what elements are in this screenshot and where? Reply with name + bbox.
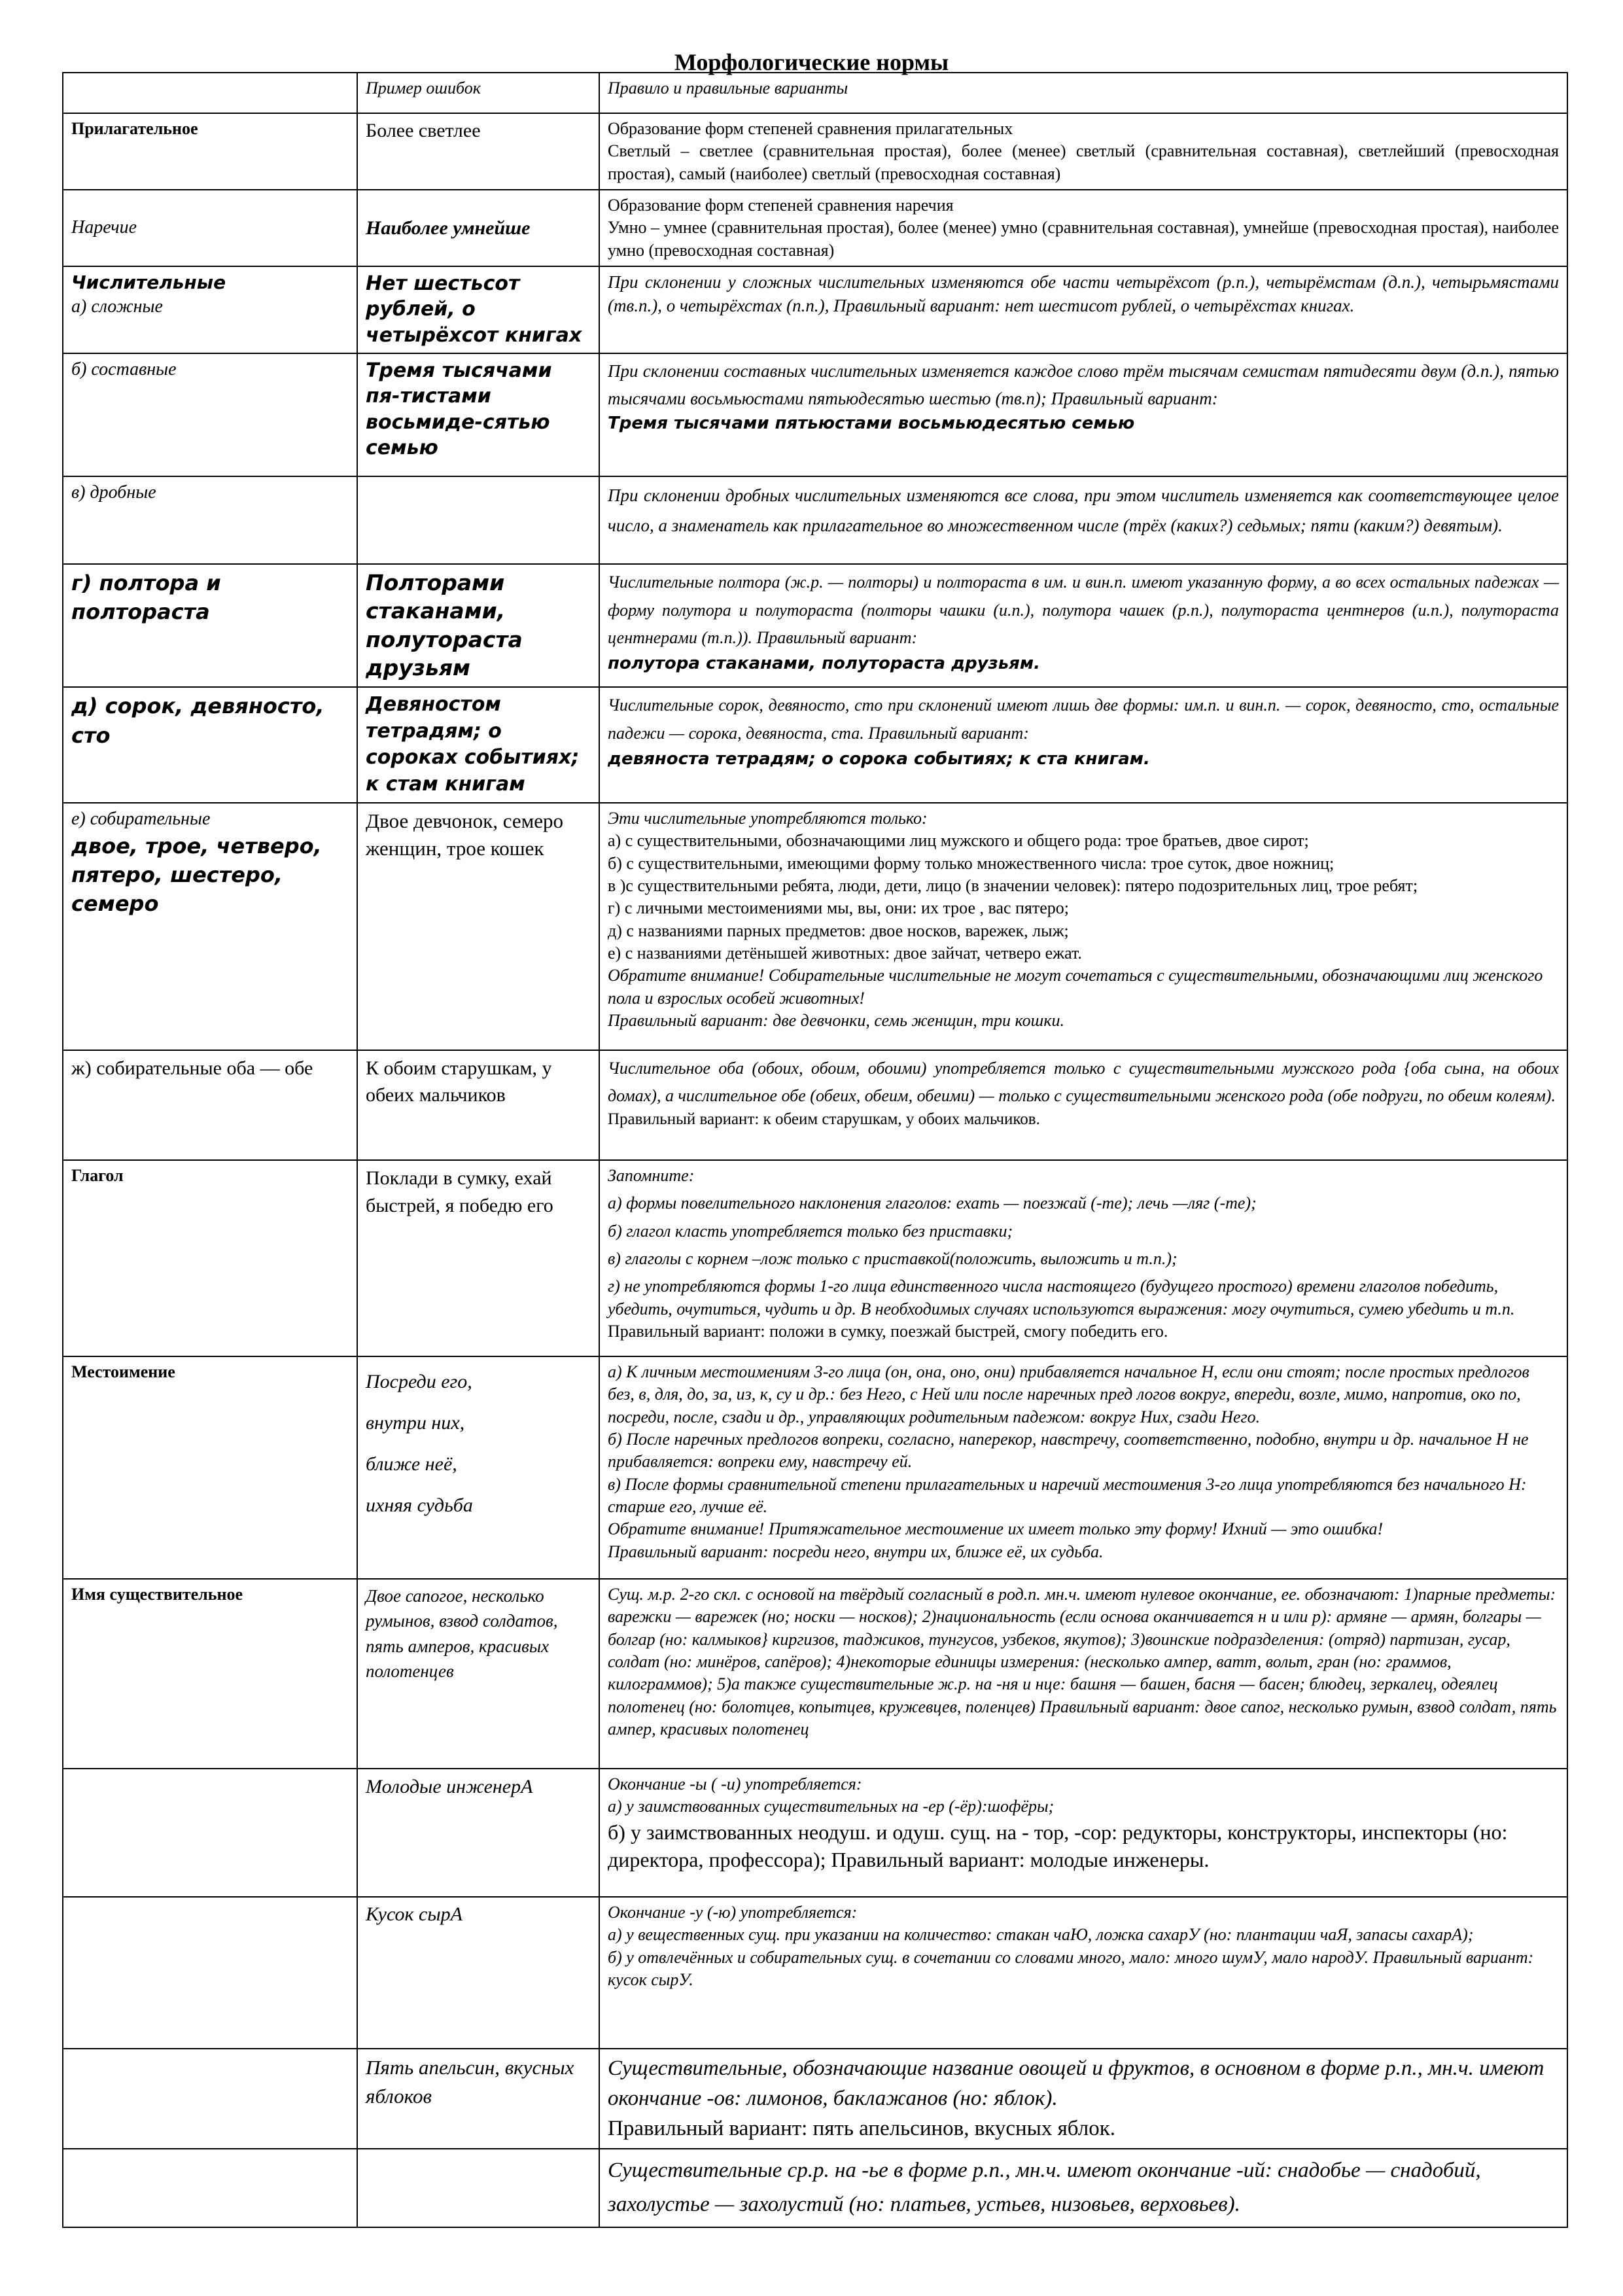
example-cell: Более светлее: [357, 113, 599, 190]
example-cell: Двое сапогое, несколько румынов, взвод солдатов, пять амперов, красивых полотенцев: [357, 1579, 599, 1769]
term-subheading: двое, трое, четверо, пятеро, шестеро, семеро: [71, 833, 322, 917]
rule-cell: [599, 2149, 1567, 2227]
table-row-numeral-compound: [63, 266, 1567, 353]
morphology-norms-table: [62, 72, 1568, 2228]
table-header-row: [63, 73, 1567, 113]
table-row-numeral-fraction: [63, 476, 1567, 564]
term-cell: г) полтора и полтораста: [63, 564, 357, 687]
rule-note: Обратите внимание! Собирательные числительные не могут сочетаться с существительными, обозначающими лиц женского пола и взрослых особей животных!: [608, 966, 1543, 1008]
correct-variant: Правильный вариант: к обеим старушкам, у обоих мальчиков.: [608, 1110, 1040, 1129]
term-cell: Местоимение: [63, 1356, 357, 1579]
term-cell: Имя существительное: [63, 1579, 357, 1769]
rule-item: а) К личным местоимениям 3-го лица (он, она, оно, они) прибавляется начальное Н, если они стоят; после простых предлогов без, в, для, до, за, из, к, су и др.: без Него, с Ней или после наречных пред логов вокруг, впереди, возле, мимо, напротив, око по, посреди, после, сзади и др., управляющих родительным падежом: вокруг Них, сзади Него.: [608, 1362, 1529, 1426]
correct-variant: девяноста тетрадям; о сорока событиях; к ста книгам.: [608, 749, 1150, 769]
rule-item: б) у отвлечённых и собирательных сущ. в сочетании со словами много, мало: много шумУ, мало народУ. Правильный вариант: кусок сырУ.: [608, 1947, 1534, 1989]
table-row-noun: [63, 1579, 1567, 1769]
example-cell: Двое девчонок, семеро женщин, трое кошек: [357, 803, 599, 1050]
term-cell: [63, 2149, 357, 2227]
table-row-verb: [63, 1160, 1567, 1356]
rule-cell: [599, 564, 1567, 687]
example-line: ихняя судьба: [366, 1494, 473, 1517]
rule-cell: [599, 1769, 1567, 1897]
header-term-cell: [63, 73, 357, 113]
rule-item: Существительные, обозначающие название овощей и фруктов, в основном в форме р.п., мн.ч. имеют окончание -ов: лимонов, баклажанов (но: яблок).: [608, 2057, 1544, 2111]
term-cell: [63, 1769, 357, 1897]
table-row-noun-y: [63, 1769, 1567, 1897]
correct-variant: Правильный вариант: положи в сумку, поезжай быстрей, смогу победить его.: [608, 1321, 1168, 1341]
table-row-pronoun: [63, 1356, 1567, 1579]
table-row-numeral-composite: [63, 353, 1567, 476]
rule-heading: Окончание -у (-ю) употребляется:: [608, 1903, 858, 1922]
term-cell: [63, 803, 357, 1050]
table-row-numeral-oba: [63, 1050, 1567, 1160]
rule-item: б) После наречных предлогов вопреки, согласно, наперекор, навстречу, соответственно, подобно, внутри и др. начальное Н не прибавляется: вопреки ему, навстречу ей.: [608, 1429, 1529, 1472]
term-heading: е) собирательные: [71, 809, 211, 830]
rule-item: а) у вещественных сущ. при указании на количество: стакан чаЮ, ложка сахарУ (но: плантации чаЯ, запасы сахарА);: [608, 1925, 1474, 1945]
rule-cell: [599, 687, 1567, 803]
rule-cell: Сущ. м.р. 2-го скл. с основой на твёрдый согласный в род.п. мн.ч. имеют нулевое окончание, ее. обозначают: 1)парные предметы: варежки — варежек (но; носки — носков); 2)национальность (если основа оканчивается н и или р): армяне — армян, болгары — болгар (но: калмыков} киргизов, таджиков, тунгусов, узбеков, якутов); 3)воинские подразделения: (отряд) партизан, гусар, солдат (но: минёров, сапёров); 4)некоторые единицы измерения: (несколько ампер, ватт, вольт, гран (но: граммов, килограммов); 5)а также существительные ж.р. на -ня и нце: башня — башен, басня — басен; блюдец, зеркалец, одеялец полотенец (но: болотцев, копытцев, кружевцев, поленцев) Правильный вариант: двое сапог, несколько румын, взвод солдат, пять ампер, красивых полотенец: [599, 1579, 1567, 1769]
rule-cell: [599, 353, 1567, 476]
rule-item: б) с существительными, имеющими форму только множественного числа: трое суток, двое ножниц;: [608, 853, 1335, 873]
correct-variant: Правильный вариант: две девчонки, семь женщин, три кошки.: [608, 1010, 1064, 1030]
example-cell: [357, 476, 599, 564]
example-line: внутри них,: [366, 1412, 465, 1434]
rule-cell: [599, 1897, 1567, 2049]
example-cell: Кусок сырА: [357, 1897, 599, 2049]
example-cell: Пять апельсин, вкусных яблоков: [357, 2049, 599, 2149]
rule-item: в) глаголы с корнем –лож только с приставкой(положить, выложить и т.п.);: [608, 1248, 1178, 1268]
rule-item: е) с названиями детёнышей животных: двое зайчат, четверо ежат.: [608, 943, 1082, 963]
rule-item: в )с существительными ребята, люди, дети, лицо (в значении человек): пятеро подозрительных лиц, трое ребят;: [608, 875, 1418, 895]
table-row-numeral-sorok: [63, 687, 1567, 803]
rule-text: Числительное оба (обоих, обоим, обоими) употребляется только с существительными мужского рода {оба сына, на обоих домах), а числительное обе (обеих, обеим, обеими) — только с существительными женского рода (обе подруги, по обеим колеям).: [608, 1059, 1559, 1105]
table-row-noun-iy: [63, 2149, 1567, 2227]
correct-variant: полутора стаканами, полутораста друзьям.: [608, 654, 1040, 674]
rule-item: б) глагол класть употребляется только без приставки;: [608, 1221, 1013, 1241]
rule-cell: Образование форм степеней сравнения прилагательных Светлый – светлее (сравнительная простая), более (менее) светлый (сравнительная составная), светлейший (превосходная простая), самый (наиболее) светлый (превосходная составная): [599, 113, 1567, 190]
rule-item: г) с личными местоимениями мы, вы, они: их трое , вас пятеро;: [608, 898, 1070, 918]
rule-text: Числительные сорок, девяносто, сто при склонений имеют лишь две формы: им.п. и вин.п. — сорок, девяносто, сто, остальные падежи — сорока, девяноста, ста. Правильный вариант:: [608, 695, 1559, 743]
term-cell: Наречие: [63, 190, 357, 266]
rule-cell: При склонении у сложных числительных изменяются обе части четырёхсот (р.п.), четырёмстам (д.п.), четырьмястами (тв.п.), о четырёхстах (п.п.), Правильный вариант: нет шестисот рублей, о четырёхстах книгах.: [599, 266, 1567, 353]
header-rule-cell: Правило и правильные варианты: [599, 73, 1567, 113]
term-cell: б) составные: [63, 353, 357, 476]
correct-variant: Правильный вариант: пять апельсинов, вкусных яблок.: [608, 2117, 1115, 2141]
table-row-noun-u: [63, 1897, 1567, 2049]
table-row-numeral-collective: [63, 803, 1567, 1050]
document-title: Морфологические нормы: [674, 49, 949, 75]
example-cell: Девяностом тетрадям; о сороках событиях; к стам книгам: [357, 687, 599, 803]
example-cell: Молодые инженерА: [357, 1769, 599, 1897]
example-cell: [357, 1356, 599, 1579]
rule-item: а) у заимствованных существительных на -ер (-ёр):шофёры;: [608, 1797, 1055, 1816]
example-cell: К обоим старушкам, у обеих мальчиков: [357, 1050, 599, 1160]
rule-note: Обратите внимание! Притяжательное местоимение их имеет только эту форму! Ихний — это ошибка!: [608, 1519, 1384, 1539]
term-cell: [63, 266, 357, 353]
term-cell: д) сорок, девяносто, сто: [63, 687, 357, 803]
example-cell: [357, 2149, 599, 2227]
term-cell: в) дробные: [63, 476, 357, 564]
rule-cell: [599, 1050, 1567, 1160]
header-examples-cell: Пример ошибок: [357, 73, 599, 113]
rule-item: а) формы повелительного наклонения глаголов: ехать — поезжай (-те); лечь —ляг (-те);: [608, 1193, 1257, 1213]
term-cell: [63, 1897, 357, 2049]
rule-cell: Образование форм степеней сравнения наречия Умно – умнее (сравнительная простая), более (менее) умно (сравнительная составная), умнейше (превосходная простая), наиболее умно (превосходная составная): [599, 190, 1567, 266]
table-row-adverb: [63, 190, 1567, 266]
rule-cell: [599, 803, 1567, 1050]
rule-item: в) После формы сравнительной степени прилагательных и наречий местоимения 3-го лица употребляются без начального Н: старше его, лучше её.: [608, 1474, 1527, 1516]
example-cell: Полторами стаканами, полутораста друзьям: [357, 564, 599, 687]
term-heading: Числительные: [71, 271, 226, 293]
table-row-numeral-poltora: [63, 564, 1567, 687]
rule-item: б) у заимствованных неодуш. и одуш. сущ. на - тор, -сор: редукторы, конструкторы, инспекторы (но: директора, профессора); Правильный вариант: молодые инженеры.: [608, 1820, 1508, 1871]
term-subheading: а) сложные: [71, 296, 163, 317]
rule-intro: Эти числительные употребляются только:: [608, 809, 928, 828]
rule-cell: [599, 2049, 1567, 2149]
term-cell: Прилагательное: [63, 113, 357, 190]
rule-cell: [599, 1356, 1567, 1579]
rule-cell: [599, 1160, 1567, 1356]
term-cell: ж) собирательные оба — обе: [63, 1050, 357, 1160]
rule-item: а) с существительными, обозначающими лиц мужского и общего рода: трое братьев, двое сирот;: [608, 831, 1309, 851]
table-row-adjective: [63, 113, 1567, 190]
correct-variant: Тремя тысячами пятьюстами восьмьюдесятью семью: [608, 414, 1135, 434]
example-cell: Наиболее умнейше: [357, 190, 599, 266]
rule-item: Существительные ср.р. на -ье в форме р.п., мн.ч. имеют окончание -ий: снадобье — снадобий, захолустье — захолустий (но: платьев, устьев, низовьев, верховьев).: [608, 2158, 1481, 2217]
table-row-noun-ov: [63, 2049, 1567, 2149]
correct-variant: Правильный вариант: посреди него, внутри их, ближе её, их судьба.: [608, 1542, 1104, 1561]
example-cell: Поклади в сумку, ехай быстрей, я победю его: [357, 1160, 599, 1356]
example-cell: Нет шестьсот рублей, о четырёхсот книгах: [357, 266, 599, 353]
rule-intro: Запомните:: [608, 1166, 695, 1186]
example-cell: Тремя тысячами пя-тистами восьмиде-сятью семью: [357, 353, 599, 476]
rule-item: д) с названиями парных предметов: двое носков, варежек, лыж;: [608, 921, 1069, 940]
rule-heading: Окончание -ы ( -и) употребляется:: [608, 1775, 862, 1794]
rule-text: Числительные полтора (ж.р. — полторы) и полтораста в им. и вин.п. имеют указанную форму, а во всех остальных падежах — форму полутора и полутораста (полторы чашки (и.п.), полутора чашек (р.п.), полутораста центнеров (и.п.), полутораста центнерами (т.п.)). Правильный вариант:: [608, 572, 1559, 648]
example-line: ближе неё,: [366, 1453, 457, 1475]
example-line: Посреди его,: [366, 1371, 472, 1393]
term-cell: [63, 2049, 357, 2149]
rule-item: г) не употребляются формы 1-го лица единственного числа настоящего (будущего простого) времени глаголов победить, убедить, очутиться, чудить и др. В необходимых случаях используются выражения: могу очутиться, сумею убедить и т.п.: [608, 1277, 1515, 1318]
rule-cell: При склонении дробных числительных изменяются все слова, при этом числитель изменяется как соответствующее целое число, а знаменатель как прилагательное во множественном числе (трёх (каких?) седьмых; пяти (каким?) девятым).: [599, 476, 1567, 564]
rule-text: При склонении составных числительных изменяется каждое слово трём тысячам семистам пятидесяти двум (д.п.), пятью тысячами восьмьюстами пятьюдесятью шестью (тв.п); Правильный вариант:: [608, 361, 1559, 408]
term-cell: Глагол: [63, 1160, 357, 1356]
